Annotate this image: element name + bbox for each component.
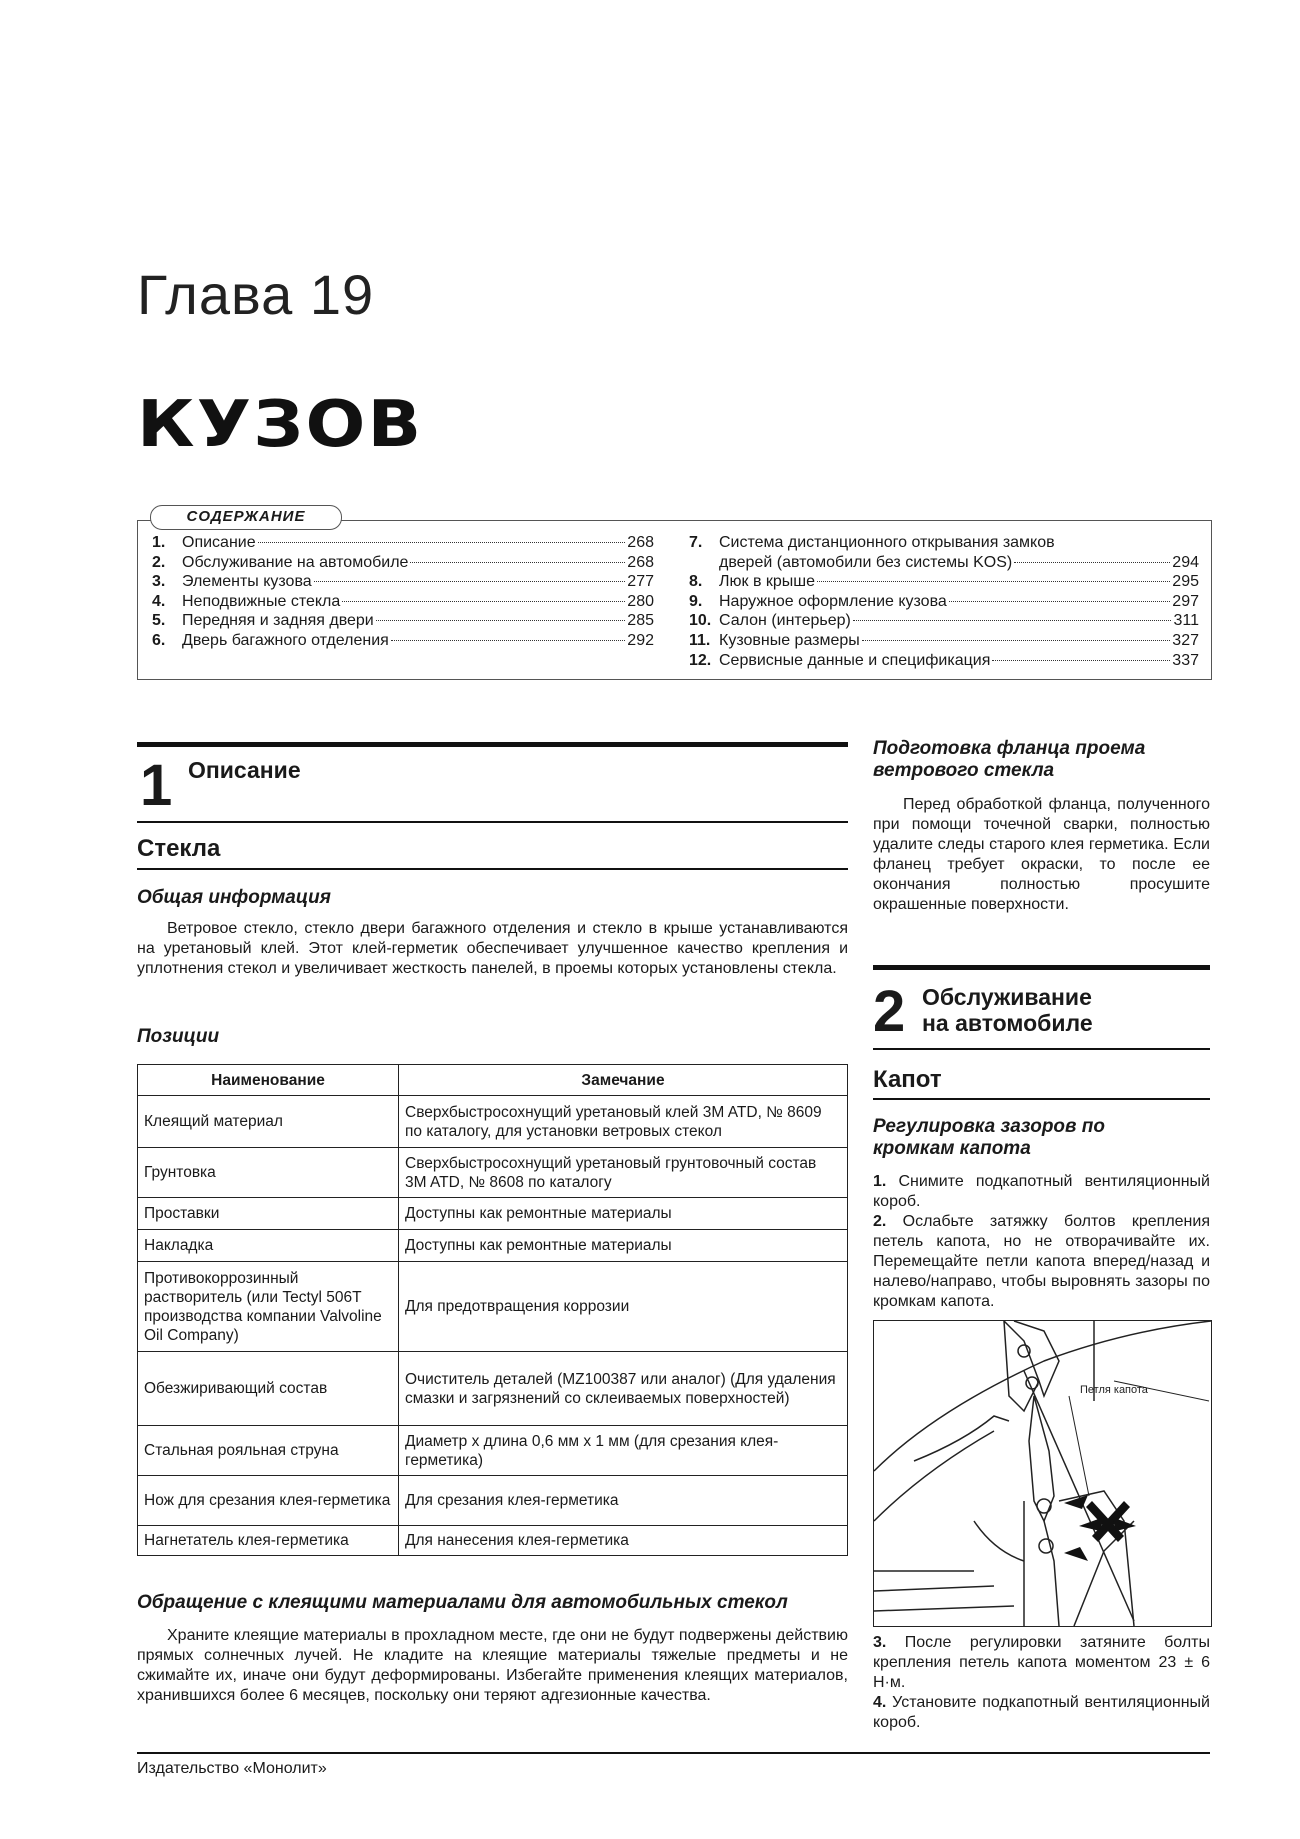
glass-subheading: Стекла bbox=[137, 835, 221, 862]
toc-item-title: Салон (интерьер) bbox=[719, 612, 851, 630]
section1-divider bbox=[137, 821, 848, 823]
toc-item bbox=[689, 572, 1199, 592]
toc-leader bbox=[376, 620, 626, 621]
toc-item-page: 337 bbox=[1172, 651, 1199, 669]
toc-item-number: 4. bbox=[152, 592, 166, 610]
toc-item-page: 285 bbox=[627, 612, 654, 630]
toc-item-page: 295 bbox=[1172, 573, 1199, 591]
table-cell-name: Клеящий материал bbox=[138, 1096, 399, 1148]
table-cell-name: Грунтовка bbox=[138, 1148, 399, 1198]
table-cell-name: Противокоррозинный растворитель (или Tectyl 506T производства компании Valvoline Oil Company) bbox=[138, 1262, 399, 1352]
positions-heading: Позиции bbox=[137, 1026, 220, 1047]
step-text: После регулировки затяните болты крепления петель капота моментом 23 ± 6 Н·м. bbox=[873, 1634, 1210, 1691]
toc-item-number: 7. bbox=[689, 534, 703, 551]
step-text: Снимите подкапотный вентиляционный короб. bbox=[873, 1173, 1210, 1210]
hood-divider bbox=[873, 1098, 1210, 1100]
section1-bar bbox=[137, 742, 848, 747]
table-cell-note: Доступны как ремонтные материалы bbox=[399, 1230, 848, 1262]
toc-item bbox=[152, 572, 654, 592]
table-cell-note: Для нанесения клея-герметика bbox=[399, 1526, 848, 1556]
toc-leader bbox=[410, 562, 625, 563]
toc-item bbox=[152, 533, 654, 553]
flange-text: Перед обработкой фланца, полученного при помощи точечной сварки, полностью удалите следы старого клея герметика. Если фланец требует окраски, то после ее окончания полностью просушите окрашенные поверхности. bbox=[873, 796, 1210, 913]
step-item bbox=[873, 1172, 1210, 1212]
section2-number: 2 bbox=[873, 979, 906, 1044]
table-cell-name: Накладка bbox=[138, 1230, 399, 1262]
toc-leader bbox=[992, 660, 1170, 661]
toc-leader bbox=[862, 640, 1170, 641]
toc-item bbox=[689, 533, 1199, 553]
toc-item-title: Система дистанционного открывания замков bbox=[719, 534, 1055, 551]
toc-leader bbox=[391, 640, 626, 641]
toc-item bbox=[152, 592, 654, 612]
toc-item bbox=[152, 631, 654, 651]
toc-item-page: 311 bbox=[1173, 612, 1199, 630]
toc-leader bbox=[1014, 562, 1170, 563]
toc-item-title: Неподвижные стекла bbox=[182, 592, 341, 610]
toc-item bbox=[152, 553, 654, 573]
handling-text: Храните клеящие материалы в прохладном месте, где они не будут подвержены действию прямых солнечных лучей. Не кладите на клеящие материалы тяжелые предметы и не сжимайте их, иначе они будут деформированы. Избегайте применения клеящих материалов, хранившихся более 6 месяцев, поскольку они теряют адгезионные качества. bbox=[137, 1627, 848, 1704]
toc-item-title: Люк в крыше bbox=[719, 573, 816, 591]
toc-item bbox=[152, 611, 654, 631]
section1-title: Описание bbox=[188, 757, 301, 783]
table-cell-note: Сверхбыстросохнущий уретановый клей 3M ATD, № 8609 по каталогу, для установки ветровых стекол bbox=[399, 1096, 848, 1148]
toc-item-number: 5. bbox=[152, 612, 166, 630]
toc-box bbox=[137, 520, 1212, 680]
table-cell-name: Проставки bbox=[138, 1198, 399, 1230]
section2-bar bbox=[873, 965, 1210, 970]
table-cell-note: Для предотвращения коррозии bbox=[399, 1262, 848, 1352]
general-info-text: Ветровое стекло, стекло двери багажного отделения и стекло в крыше устанавливаются на уретановый клей. Этот клей-герметик обеспечивает улучшенное качество крепления и уплотнения стекол и увеличивает жесткость панелей, в проемы которых установлены стекла. bbox=[137, 920, 848, 977]
table-cell-name: Нагнетатель клея-герметика bbox=[138, 1526, 399, 1556]
chapter-title: КУЗОВ bbox=[137, 388, 424, 462]
table-header-name: Наименование bbox=[138, 1065, 399, 1096]
toc-leader bbox=[817, 581, 1170, 582]
toc-item-number: 10. bbox=[689, 612, 712, 630]
toc-item-page: 280 bbox=[627, 592, 654, 610]
toc-item-title: Передняя и задняя двери bbox=[182, 612, 374, 630]
positions-table bbox=[137, 1064, 848, 1556]
table-cell-name: Нож для срезания клея-герметика bbox=[138, 1476, 399, 1526]
toc-leader bbox=[258, 542, 626, 543]
toc-item-page: 297 bbox=[1172, 592, 1199, 610]
step-number: 3. bbox=[873, 1634, 887, 1651]
step-number: 1. bbox=[873, 1173, 887, 1190]
publisher-footer: Издательство «Монолит» bbox=[137, 1760, 327, 1777]
table-header-note: Замечание bbox=[399, 1065, 848, 1096]
step-item bbox=[873, 1693, 1210, 1733]
table-row bbox=[138, 1096, 848, 1148]
toc-item-number: 11. bbox=[689, 631, 711, 649]
toc-item-page: 292 bbox=[627, 631, 654, 649]
table-row bbox=[138, 1148, 848, 1198]
toc-item bbox=[689, 611, 1199, 631]
chapter-label: Глава 19 bbox=[137, 263, 375, 326]
step-item bbox=[873, 1633, 1210, 1693]
table-row bbox=[138, 1230, 848, 1262]
toc-item-title: Наружное оформление кузова bbox=[719, 592, 947, 610]
handling-heading: Обращение с клеящими материалами для автомобильных стекол bbox=[137, 1592, 788, 1613]
table-row bbox=[138, 1476, 848, 1526]
footer-line bbox=[137, 1752, 1210, 1754]
toc-item-number: 9. bbox=[689, 592, 703, 610]
toc-item-number: 12. bbox=[689, 651, 712, 669]
hood-hinge-drawing bbox=[874, 1321, 1211, 1626]
toc-item-title: Дверь багажного отделения bbox=[182, 631, 389, 649]
toc-right-column bbox=[689, 533, 1199, 670]
toc-item-number: 1. bbox=[152, 534, 166, 551]
table-cell-note: Очиститель деталей (MZ100387 или аналог) (Для удаления смазки и загрязнений со склеиваемых поверхностей) bbox=[399, 1352, 848, 1426]
toc-item-number: 2. bbox=[152, 553, 166, 571]
hood-adjust-heading: Регулировка зазоров по кромкам капота bbox=[873, 1116, 1106, 1159]
toc-leader bbox=[342, 601, 625, 602]
toc-item-page: 294 bbox=[1172, 553, 1199, 571]
table-row bbox=[138, 1426, 848, 1476]
toc-leader bbox=[853, 620, 1172, 621]
step-item bbox=[873, 1212, 1210, 1312]
toc-item-continuation bbox=[689, 553, 1199, 573]
step-text: Ослабьте затяжку болтов крепления петель капота, но не отворачивайте их. Перемещайте петли капота вперед/назад и налево/направо, чтобы выровнять зазоры по кромкам капота. bbox=[873, 1213, 1210, 1310]
toc-item-number: 8. bbox=[689, 573, 703, 591]
toc-item-title: Обслуживание на автомобиле bbox=[182, 553, 409, 571]
section2-divider bbox=[873, 1048, 1210, 1050]
flange-heading: Подготовка фланца проема ветрового стекла bbox=[873, 738, 1146, 781]
table-row bbox=[138, 1352, 848, 1426]
table-cell-note: Диаметр x длина 0,6 мм x 1 мм (для срезания клея-герметика) bbox=[399, 1426, 848, 1476]
table-cell-name: Стальная рояльная струна bbox=[138, 1426, 399, 1476]
toc-item-page: 268 bbox=[627, 553, 654, 571]
steps-after bbox=[873, 1633, 1210, 1733]
table-header-row bbox=[138, 1065, 848, 1096]
toc-item-number: 3. bbox=[152, 573, 166, 591]
toc-label: СОДЕРЖАНИЕ bbox=[150, 505, 342, 530]
hood-hinge-figure bbox=[873, 1320, 1212, 1627]
toc-item-title: Описание bbox=[182, 534, 256, 551]
toc-item-title: Элементы кузова bbox=[182, 573, 312, 591]
toc-item-page: 268 bbox=[627, 534, 654, 551]
step-number: 2. bbox=[873, 1213, 887, 1230]
toc-item-title-cont: дверей (автомобили без системы KOS) bbox=[719, 553, 1013, 571]
table-row bbox=[138, 1198, 848, 1230]
table-row bbox=[138, 1526, 848, 1556]
step-text: Установите подкапотный вентиляционный короб. bbox=[873, 1694, 1210, 1731]
general-info-heading: Общая информация bbox=[137, 887, 331, 908]
table-cell-name: Обезжиривающий состав bbox=[138, 1352, 399, 1426]
figure-label: Петля капота bbox=[1080, 1384, 1148, 1396]
toc-item-number: 6. bbox=[152, 631, 166, 649]
table-cell-note: Сверхбыстросохнущий уретановый грунтовочный состав 3M ATD, № 8608 по каталогу bbox=[399, 1148, 848, 1198]
toc-item bbox=[689, 592, 1199, 612]
toc-item-page: 277 bbox=[627, 573, 654, 591]
toc-left-column bbox=[152, 533, 654, 651]
steps-before bbox=[873, 1172, 1210, 1312]
table-cell-note: Доступны как ремонтные материалы bbox=[399, 1198, 848, 1230]
toc-item-page: 327 bbox=[1172, 631, 1199, 649]
toc-leader bbox=[314, 581, 626, 582]
section2-title-line2: на автомобиле bbox=[922, 1010, 1093, 1036]
table-cell-note: Для срезания клея-герметика bbox=[399, 1476, 848, 1526]
table-row bbox=[138, 1262, 848, 1352]
toc-item bbox=[689, 651, 1199, 671]
section2-title-line1: Обслуживание bbox=[922, 984, 1092, 1010]
toc-item-title: Сервисные данные и спецификация bbox=[719, 651, 991, 669]
toc-item-title: Кузовные размеры bbox=[719, 631, 860, 649]
glass-divider bbox=[137, 868, 848, 870]
step-number: 4. bbox=[873, 1694, 887, 1711]
hood-subheading: Капот bbox=[873, 1066, 942, 1093]
section1-number: 1 bbox=[140, 753, 173, 818]
toc-leader bbox=[949, 601, 1171, 602]
toc-item bbox=[689, 631, 1199, 651]
